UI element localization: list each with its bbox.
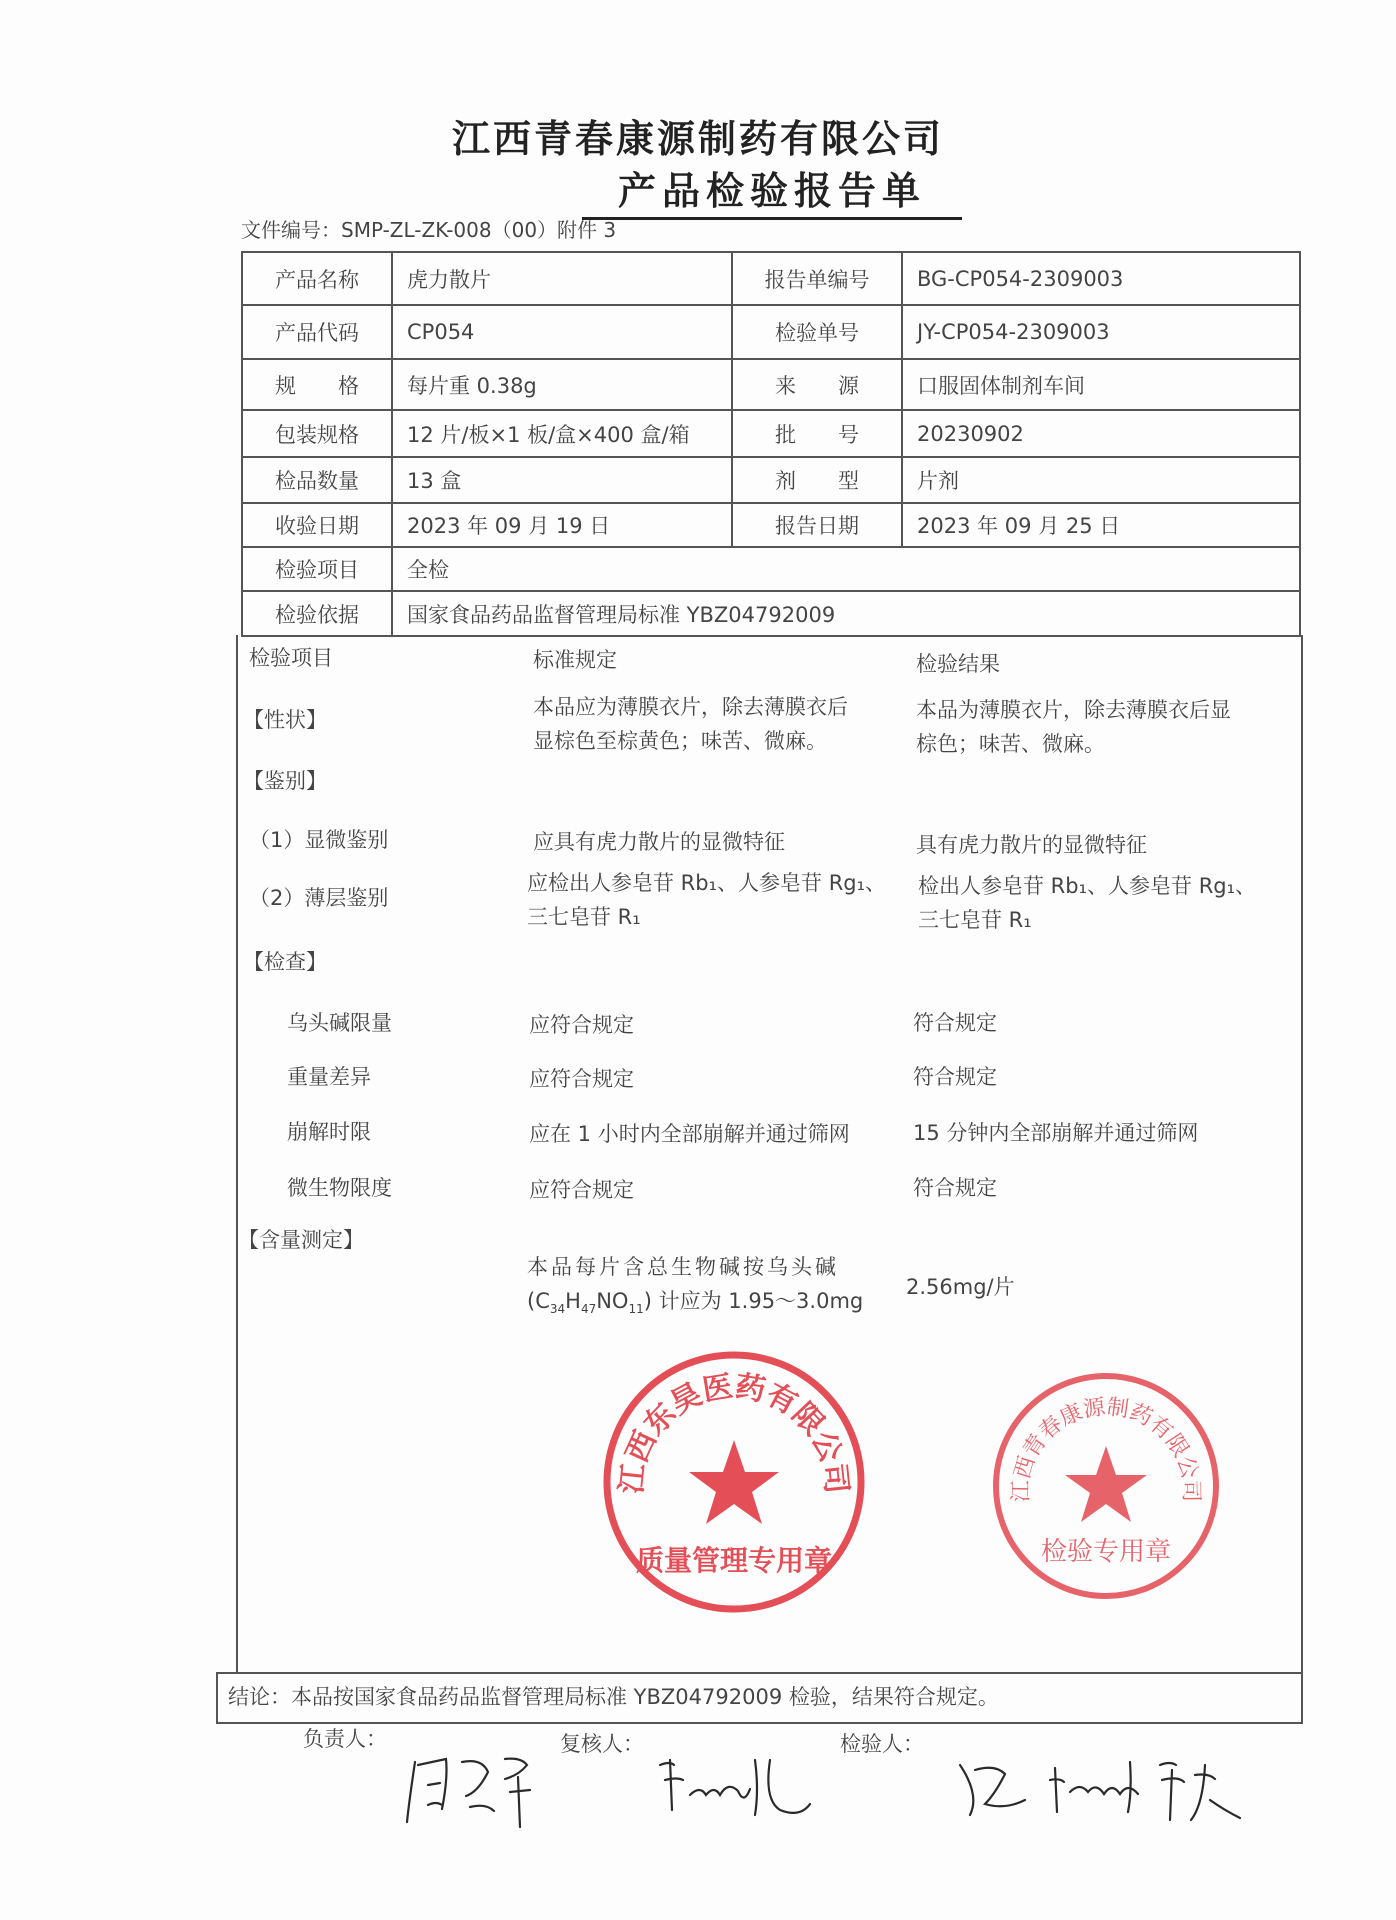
label: 来 源 [732,359,902,410]
inspection-stamp [990,1370,1222,1602]
col-header-item: 检验项目 [249,646,333,670]
label: 批 号 [732,410,902,457]
text-line: 三七皂苷 R₁ [527,905,641,929]
label: 包装规格 [242,410,392,457]
product-name: 虎力散片 [392,252,732,305]
company-name: 江西青春康源制药有限公司 [451,117,944,161]
check-item-standard: 应符合规定 [529,1178,634,1202]
check-item-result: 15 分钟内全部崩解并通过筛网 [913,1121,1199,1145]
label: 收验日期 [242,503,392,547]
formula-sub: 47 [580,1302,597,1317]
text-line: 检出人参皂苷 Rb₁、人参皂苷 Rg₁、 [918,874,1257,898]
check-item-label: 微生物限度 [287,1176,392,1200]
text-line: 本品为薄膜衣片，除去薄膜衣后显 [916,698,1231,722]
label: 产品名称 [242,252,392,305]
identification-label: 【鉴别】 [243,769,327,793]
spec: 每片重 0.38g [392,359,732,410]
micro-label: （1）显微鉴别 [249,828,389,852]
check-label: 【检查】 [243,950,327,974]
check-item-label: 乌头碱限量 [287,1011,392,1035]
quality-stamp [600,1348,868,1616]
check-item-result: 符合规定 [913,1065,997,1089]
check-item-standard: 应符合规定 [529,1013,634,1037]
appearance-label: 【性状】 [243,708,327,732]
responsible-label: 负责人： [303,1727,387,1751]
stamp-center-text: 质量管理专用章 [635,1544,833,1577]
label: 报告日期 [732,503,902,547]
inspection-number: JY-CP054-2309003 [902,305,1300,359]
signature-responsible [407,1759,530,1827]
label: 报告单编号 [732,252,902,305]
stamp-center-text: 检验专用章 [1040,1537,1172,1567]
report-date: 2023 年 09 月 25 日 [902,503,1300,547]
star-icon [1065,1446,1147,1522]
label: 检品数量 [242,457,392,503]
col-header-standard: 标准规定 [533,648,617,672]
formula-part: (C [527,1289,550,1313]
formula-sub: 34 [549,1302,566,1317]
text-line: 本品应为薄膜衣片，除去薄膜衣后 [533,695,848,719]
check-item-label: 重量差异 [287,1065,371,1089]
label: 检验依据 [242,591,392,636]
batch-number: 20230902 [902,410,1300,457]
product-code: CP054 [392,305,732,359]
check-item-label: 崩解时限 [287,1120,371,1144]
label: 检验项目 [242,547,392,591]
check-item-result: 符合规定 [913,1011,997,1035]
package-spec: 12 片/板×1 板/盒×400 盒/箱 [392,410,732,457]
received-date: 2023 年 09 月 19 日 [392,503,732,547]
text-line: 棕色；味苦、微麻。 [916,732,1105,756]
label: 产品代码 [242,305,392,359]
check-item-result: 符合规定 [913,1176,997,1200]
check-item-standard: 应符合规定 [529,1067,634,1091]
report-number: BG-CP054-2309003 [902,252,1300,305]
assay-label: 【含量测定】 [238,1228,364,1252]
inspector-label: 检验人： [840,1732,924,1756]
dosage-form: 片剂 [902,457,1300,503]
text-line: 应检出人参皂苷 Rb₁、人参皂苷 Rg₁、 [527,871,887,895]
text-line: 本品每片含总生物碱按乌头碱 [527,1255,839,1279]
file-number: 文件编号：SMP-ZL-ZK-008（00）附件 3 [241,218,617,242]
formula-part: H [565,1289,581,1313]
stamp-ring-text: 江西东昊医药有限公司 [614,1369,854,1496]
label: 剂 型 [732,457,902,503]
inspection-basis: 国家食品药品监督管理局标准 YBZ04792009 [392,591,1300,636]
label: 检验单号 [732,305,902,359]
tlc-label: （2）薄层鉴别 [249,886,389,910]
check-item-standard: 应在 1 小时内全部崩解并通过筛网 [529,1122,850,1146]
assay-result: 2.56mg/片 [906,1275,1015,1299]
signature-inspector [960,1762,1240,1820]
document-title: 产品检验报告单 [582,160,962,220]
quantity: 13 盒 [392,457,732,503]
formula-part: NO [596,1289,629,1313]
text-line: 显棕色至棕黄色；味苦、微麻。 [533,729,827,753]
inspection-item: 全检 [392,547,1300,591]
col-header-result: 检验结果 [916,652,1000,676]
micro-standard: 应具有虎力散片的显微特征 [533,830,785,854]
formula-sub: 11 [628,1302,644,1317]
stamp-ring-text: 江西青春康源制药有限公司 [1008,1394,1204,1503]
conclusion: 结论：本品按国家食品药品监督管理局标准 YBZ04792009 检验，结果符合规定。 [228,1685,999,1709]
signature-reviewer [660,1760,810,1815]
micro-result: 具有虎力散片的显微特征 [916,833,1147,857]
reviewer-label: 复核人： [560,1732,644,1756]
source: 口服固体制剂车间 [902,359,1300,410]
star-icon [689,1440,779,1524]
label: 规 格 [242,359,392,410]
text-line: 三七皂苷 R₁ [918,908,1032,932]
formula-part: ) 计应为 1.95～3.0mg [643,1289,864,1313]
